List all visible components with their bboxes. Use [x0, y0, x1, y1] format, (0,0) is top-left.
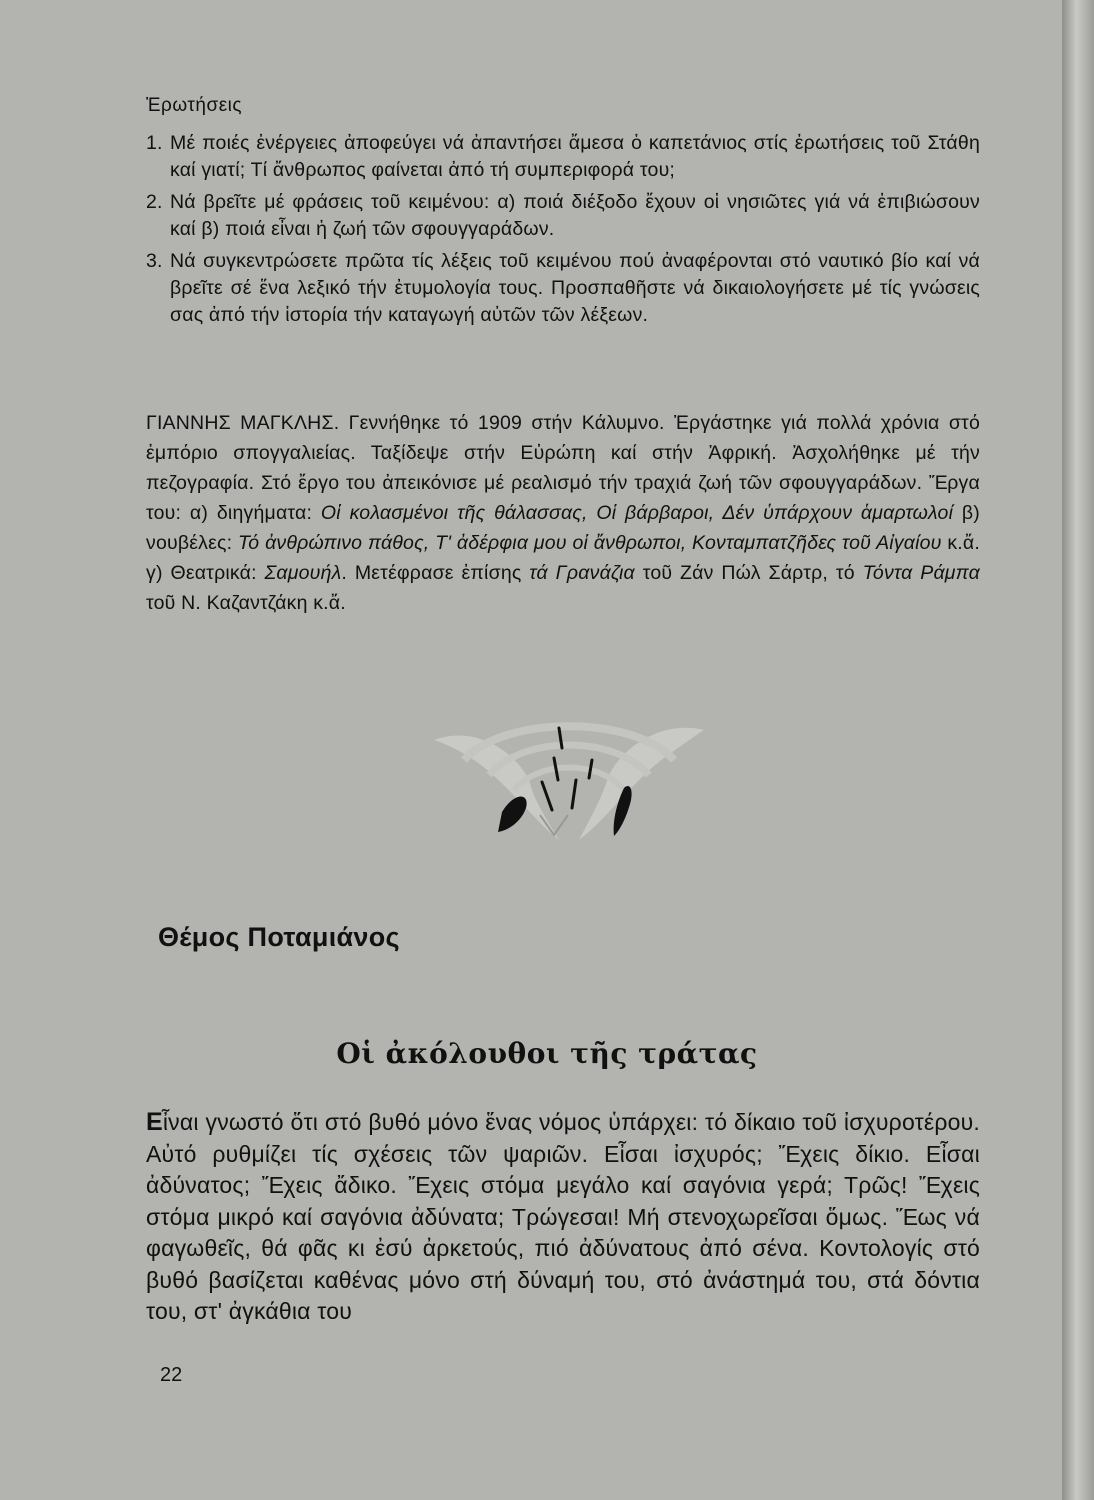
question-number: 1. — [146, 132, 163, 154]
bio-text: β) νουβέλες: — [146, 502, 980, 554]
question-text: Μέ ποιές ἐνέργειες ἀποφεύγει νά ἀπαντήσει ἄμεσα ὁ καπετάνιος στίς ἐρωτήσεις τοῦ Στάθη καί γιατί; Τί ἄνθρωπος φαίνεται ἀπό τή συμπεριφορά του; — [170, 132, 980, 181]
story-author: Θέμος Ποταμιάνος — [158, 922, 400, 952]
drop-initial: Ε — [146, 1108, 163, 1136]
question-number: 2. — [146, 191, 163, 213]
bio-text: . Μετέφρασε ἐπίσης — [341, 562, 530, 584]
decorative-ornament-icon — [434, 720, 704, 855]
question-text: Νά συγκεντρώσετε πρῶτα τίς λέξεις τοῦ κειμένου πού ἀναφέρονται στό ναυτικό βίο καί νά βρεῖτε σέ ἕνα λεξικό τήν ἐτυμολογία τους. Προσπαθῆστε νά δικαιολογήσετε μέ τίς γνώσεις σας ἀπό τήν ἱστορία τήν καταγωγή αὐτῶν τῶν λέξεων. — [170, 250, 980, 326]
bio-text: κ.ἄ. γ) Θεατρικά: — [146, 532, 980, 584]
author-biography — [146, 408, 980, 618]
question-text: Νά βρεῖτε μέ φράσεις τοῦ κειμένου: α) ποιά διέξοδο ἔχουν οἱ νησιῶτες γιά νά ἐπιβιώσουν καί β) ποιά εἶναι ἡ ζωή τῶν σφουγγαράδων. — [170, 191, 980, 240]
question-number: 3. — [146, 250, 163, 272]
bio-translation: Τόντα Ράμπα — [862, 562, 980, 584]
bio-text: τοῦ Ζάν Πώλ Σάρτρ, τό — [634, 562, 863, 584]
questions-list — [146, 130, 980, 334]
question-item — [146, 248, 980, 329]
bio-works-stories: Οἱ κολασμένοι τῆς θάλασσας, Οἱ βάρβαροι, Δέν ὑπάρχουν ἁμαρτωλοί — [320, 502, 954, 524]
story-paragraph: ἶναι γνωστό ὅτι στό βυθό μόνο ἕνας νόμος ὑπάρχει: τό δίκαιο τοῦ ἰσχυροτέρου. Αὐτό ρυθμίζει τίς σχέσεις τῶν ψαριῶν. Εἶσαι ἰσχυρός; Ἔχεις δίκιο. Εἶσαι ἀδύνατος; Ἔχεις ἄδικο. Ἔχεις στόμα μεγάλο καί σαγόνια γερά; Τρῶς! Ἔχεις στόμα μικρό καί σαγόνια ἀδύνατα; Τρώγεσαι! Μή στενοχωρεῖσαι ὅμως. Ἕως νά φαγωθεῖς, θά φᾶς κι ἐσύ ἀρκετούς, πιό ἀδύνατους ἀπό σένα. Κοντολογίς στό βυθό βασίζεται καθένας μόνο στή δύναμή του, στό ἀνάστημά του, στά δόντια του, στ' ἀγκάθια του — [146, 1109, 980, 1324]
page-number: 22 — [160, 1364, 183, 1386]
question-item — [146, 189, 980, 243]
story-title: Οἱ ἀκόλουθοι τῆς τράτας — [336, 1037, 758, 1070]
story-body — [146, 1107, 980, 1328]
questions-heading: Ἐρωτήσεις — [146, 95, 243, 116]
bio-works-novellas: Τό ἀνθρώπινο πάθος, Τ' ἀδέρφια μου οἱ ἄνθρωποι, Κονταμπατζῆδες τοῦ Αἰγαίου — [237, 532, 942, 554]
bio-text: ΓΙΑΝΝΗΣ ΜΑΓΚΛΗΣ. Γεννήθηκε τό 1909 στήν Κάλυμνο. Ἐργάστηκε γιά πολλά χρόνια στό ἐμπόριο σπογγαλιείας. Ταξίδεψε στήν Εὐρώπη καί στήν Ἀφρική. Ἀσχολήθηκε μέ τήν πεζογραφία. Στό ἔργο του ἀπεικόνισε μέ ρεαλισμό τήν τραχιά ζωή τῶν σφουγγαράδων. Ἔργα του: α) διηγήματα: — [146, 412, 980, 524]
book-edge — [1062, 0, 1094, 1500]
bio-text: τοῦ Ν. Καζαντζάκη κ.ἄ. — [146, 592, 346, 614]
bio-translation: τά Γρανάζια — [529, 562, 635, 584]
bio-works-theatre: Σαμουήλ — [264, 562, 342, 584]
question-item — [146, 130, 980, 184]
